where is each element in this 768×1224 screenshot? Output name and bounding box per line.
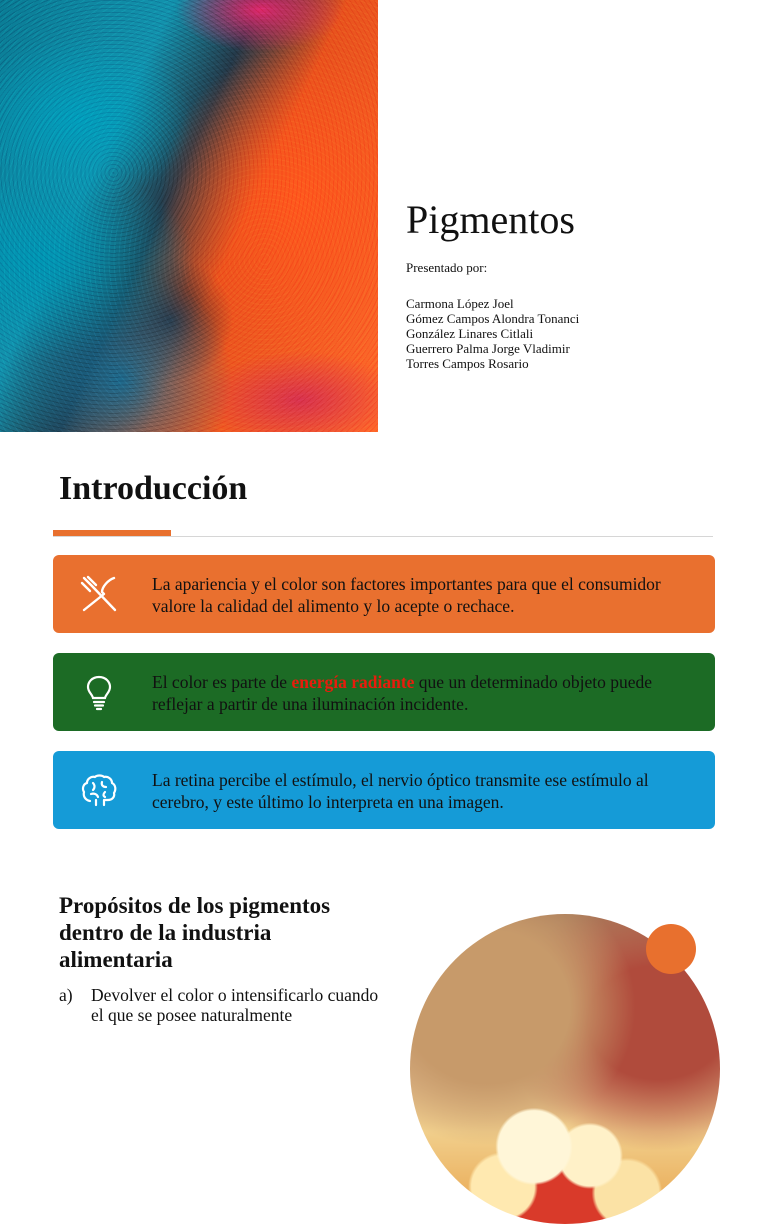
brain-icon xyxy=(80,771,118,809)
heading-accent-bar xyxy=(53,530,171,536)
author-item: Carmona López Joel xyxy=(406,296,514,311)
intro-card-text: La apariencia y el color son factores importantes para que el consumidor valore la calidad del alimento y lo acepte o rechace. xyxy=(152,574,661,616)
author-list xyxy=(406,296,579,371)
author-item: Torres Campos Rosario xyxy=(406,356,529,371)
intro-heading: Introducción xyxy=(59,470,248,507)
purpose-list-item xyxy=(59,985,389,1025)
intro-card-text: La retina percibe el estímulo, el nervio óptico transmite ese estímulo al cerebro, y este último lo interpreta en una imagen. xyxy=(152,770,649,812)
author-item: Gómez Campos Alondra Tonanci xyxy=(406,311,580,326)
decorative-orange-circle xyxy=(646,924,696,974)
text-segment: El color es parte de xyxy=(152,672,292,692)
intro-card-retina xyxy=(53,751,715,829)
author-item: González Linares Citlali xyxy=(406,326,534,341)
fork-knife-icon xyxy=(80,575,118,613)
intro-card-appearance xyxy=(53,555,715,633)
list-item-text: Devolver el color o intensificarlo cuando el que se posee naturalmente xyxy=(91,985,379,1025)
text-segment: que un determinado objeto puede reflejar a partir de una iluminación incidente. xyxy=(152,672,653,714)
author-item: Guerrero Palma Jorge Vladimir xyxy=(406,341,570,356)
lightbulb-icon xyxy=(80,673,118,711)
intro-card-energy xyxy=(53,653,715,731)
intro-card-text xyxy=(152,671,703,715)
pigment-powder-image xyxy=(0,0,378,432)
list-marker: a) xyxy=(59,985,73,1005)
purposes-heading: Propósitos de los pigmentos dentro de la industria alimentaria xyxy=(59,893,331,972)
heading-divider xyxy=(53,536,713,537)
highlighted-term: energía radiante xyxy=(291,672,415,692)
slide-title: Pigmentos xyxy=(406,197,575,242)
presented-by-label: Presentado por: xyxy=(406,260,488,275)
